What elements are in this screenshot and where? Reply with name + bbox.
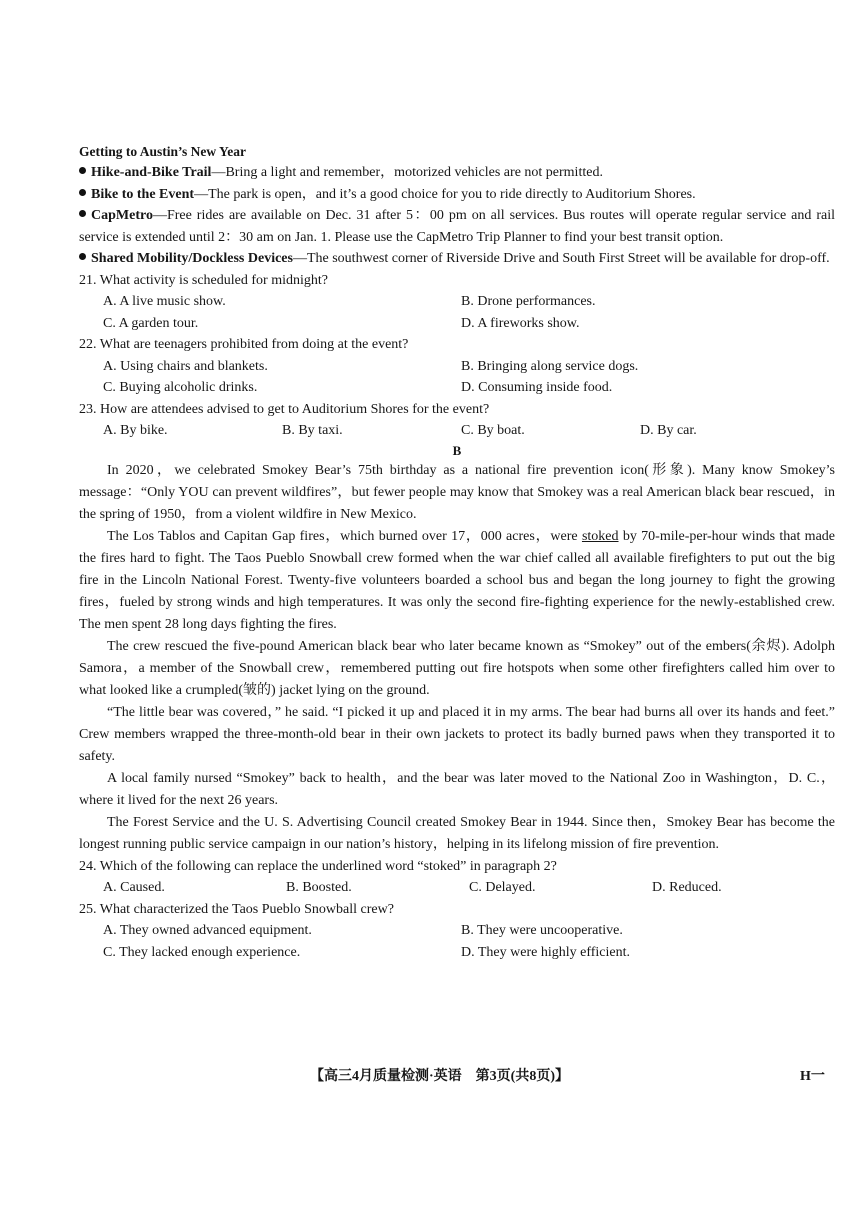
bullet-text: —Free rides are available on Dec. 31 after 5：00 pm on all services. Bus routes will operate regular service and rail service is extended until 2：30 am on Jan. 1. Please use the CapMetro Trip Planner to find your best transit option. (79, 208, 835, 245)
bullet-term: Bike to the Event (91, 186, 195, 202)
option-c: C. Buying alcoholic drinks. (103, 380, 258, 395)
passage-paragraph: The Forest Service and the U. S. Advertising Council created Smokey Bear in 1944. Since then，Smokey Bear has become the longest running public service campaign in our nation’s history，helping in its lifelong mission of fire prevention. (79, 814, 835, 852)
list-item (79, 162, 835, 184)
bullet-icon (79, 210, 86, 217)
section-label: B (452, 442, 462, 458)
option-d: D. By car. (640, 423, 697, 438)
options (79, 356, 835, 399)
question-stem: 21. What activity is scheduled for midnight? (79, 272, 328, 288)
footer-version: H一 (800, 1069, 825, 1084)
bullet-term: CapMetro (91, 208, 153, 223)
option-d: D. Consuming inside food. (461, 380, 613, 395)
list-item (79, 248, 835, 270)
footer-page-info: 【高三4月质量检测·英语 第3页(共8页)】 (310, 1069, 569, 1084)
list-item (79, 184, 835, 206)
option-a: A. They owned advanced equipment. (103, 923, 312, 938)
option-a: A. A live music show. (103, 294, 226, 309)
exam-page (79, 141, 835, 963)
paragraph-text: The Los Tablos and Capitan Gap fires，which burned over 17，000 acres，were (107, 528, 582, 544)
option-c: C. They lacked enough experience. (103, 944, 301, 960)
option-c: C. Delayed. (469, 880, 536, 895)
passage-paragraph (79, 526, 835, 636)
section-heading: Getting to Austin’s New Year (79, 144, 246, 159)
option-a: A. Using chairs and blankets. (103, 358, 268, 374)
passage-paragraph: A local family nursed “Smokey” back to health，and the bear was later moved to the National Zoo in Washington，D. C.，where it lived for the next 26 years. (79, 770, 835, 808)
option-a: A. Caused. (103, 880, 165, 895)
bullet-term: Shared Mobility/Dockless Devices (91, 251, 293, 266)
question-stem: 25. What characterized the Taos Pueblo Snowball crew? (79, 901, 394, 917)
option-d: D. Reduced. (652, 880, 722, 895)
options (79, 920, 835, 963)
underlined-word: stoked (581, 528, 619, 544)
bullet-icon (79, 167, 86, 174)
paragraph-text: by 70-mile-per-hour winds that made the fires hard to fight. The Taos Pueblo Snowball crew formed when the war chief called all available firefighters to put out the big fire in the Lincoln National Forest. Twenty-five volunteers boarded a school bus and began the long journey to fight the growing fires，fueled by strong winds and high temperatures. It was only the second fire-fighting experience for the newly-established crew. The men spent 28 long days fighting the fires. (79, 528, 835, 632)
bullet-icon (79, 189, 86, 196)
bullet-icon (79, 253, 86, 260)
bullet-term: Hike-and-Bike Trail (91, 165, 212, 180)
option-b: B. By taxi. (282, 423, 343, 438)
option-a: A. By bike. (103, 423, 168, 438)
option-c: C. A garden tour. (103, 315, 199, 331)
option-d: D. A fireworks show. (461, 315, 580, 331)
question-stem: 24. Which of the following can replace the underlined word “stoked” in paragraph 2? (79, 858, 557, 874)
passage-paragraph: The crew rescued the five-pound American black bear who later became known as “Smokey” out of the embers(余烬). Adolph Samora，a member of the Snowball crew，remembered putting out fire hotspots when some other firefighters called him over to what looked like a crumpled(皱的) jacket lying on the ground. (79, 638, 835, 698)
options (79, 420, 835, 442)
option-b: B. Boosted. (286, 880, 352, 895)
options (79, 291, 835, 334)
option-b: B. Bringing along service dogs. (461, 358, 639, 374)
question-stem: 22. What are teenagers prohibited from doing at the event? (79, 337, 409, 352)
bullet-text: —The southwest corner of Riverside Drive and South First Street will be available for drop-off. (292, 251, 830, 266)
bullet-text: —Bring a light and remember，motorized vehicles are not permitted. (211, 165, 603, 180)
question-stem: 23. How are attendees advised to get to Auditorium Shores for the event? (79, 401, 490, 417)
option-b: B. Drone performances. (461, 294, 596, 309)
passage-paragraph: “The little bear was covered，” he said. “I picked it up and placed it in my arms. The bear had burns all over its hands and feet.” Crew members wrapped the three-month-old bear in their own jackets to protect its badly burned paws when they transported it to safety. (79, 704, 835, 764)
option-c: C. By boat. (461, 423, 525, 438)
bullet-text: —The park is open，and it’s a good choice for you to ride directly to Auditorium Shores. (194, 186, 696, 202)
list-item (79, 205, 835, 248)
passage-paragraph: In 2020，we celebrated Smokey Bear’s 75th birthday as a national fire prevention icon(形象). Many know Smokey’s message：“Only YOU can prevent wildfires”，but fewer people may know that Smokey was a real American black bear rescued，in the spring of 1950，from a violent wildfire in New Mexico. (79, 462, 835, 522)
option-d: D. They were highly efficient. (461, 944, 630, 960)
options (79, 877, 835, 899)
option-b: B. They were uncooperative. (461, 923, 623, 938)
